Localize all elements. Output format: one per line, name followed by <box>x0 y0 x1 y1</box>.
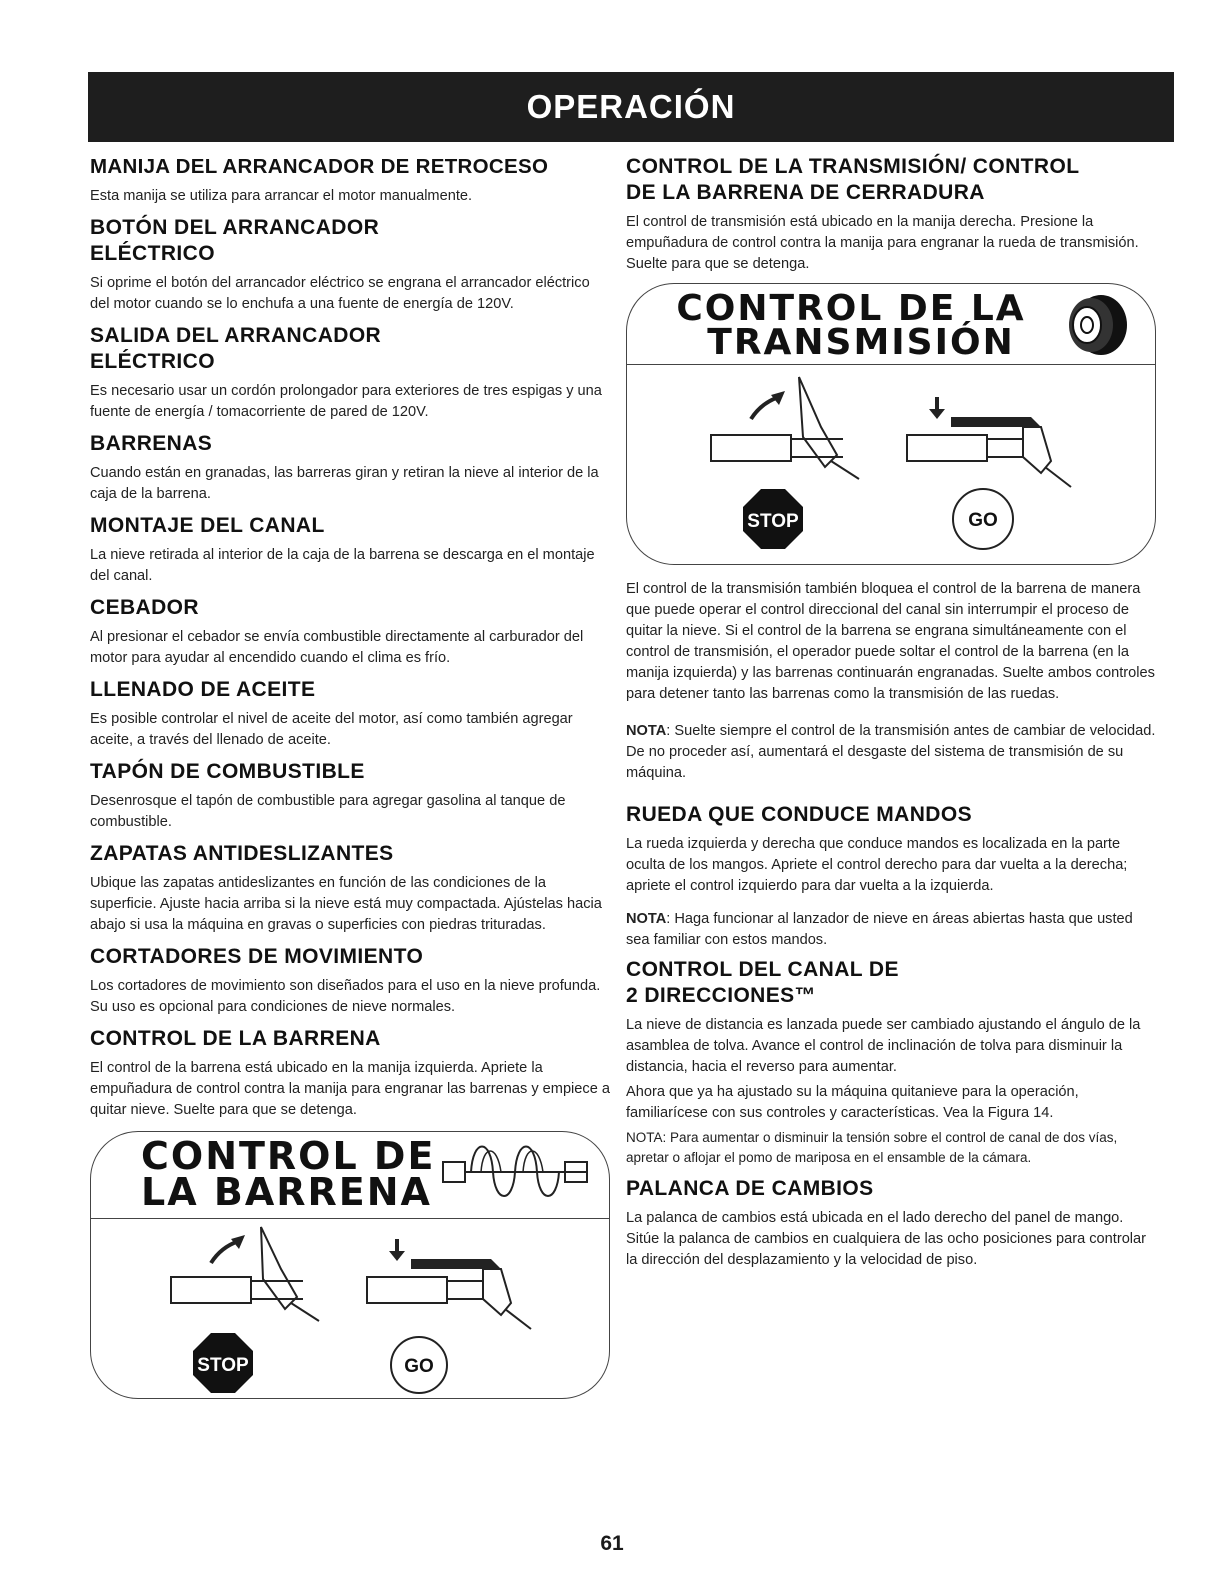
released-handle-diagram <box>907 397 1071 487</box>
transmission-control-panel <box>626 283 1156 565</box>
section-text-chute-control: La nieve de distancia es lanzada puede ser cambiado ajustando el ángulo de la asamblea de tolva. Avance el control de inclinación de tolva para disminuir la distancia, hacia el reverso para aumentar. <box>626 1017 1141 1075</box>
go-circle-icon <box>953 489 1013 549</box>
section-title-recoil-starter: MANIJA DEL ARRANCADOR DE RETROCESO <box>90 155 549 178</box>
title-line-2: ELÉCTRICO <box>90 350 215 373</box>
go-label: GO <box>404 1356 434 1377</box>
section-title-transmission-control <box>626 154 1156 206</box>
section-title-chute-control <box>626 957 1156 1009</box>
note-text: : Haga funcionar al lanzador de nieve en áreas abiertas hasta que usted sea familiar con estos mandos. <box>626 911 1133 948</box>
page-number: 61 <box>600 1532 624 1555</box>
transmission-control-illustration <box>627 365 1156 565</box>
section-title-drift-cutters: CORTADORES DE MOVIMIENTO <box>90 945 424 968</box>
engaged-handle-diagram <box>711 377 859 479</box>
section-text-electric-starter-button: Si oprime el botón del arrancador eléctrico se engrana el arrancador eléctrico del motor cuando se lo enchufa a una fuente de energía de 120V. <box>90 275 590 312</box>
title-line-1: CONTROL DEL CANAL DE <box>626 958 899 981</box>
auger-icon <box>441 1134 591 1208</box>
section-text-primer: Al presionar el cebador se envía combustible directamente al carburador del motor para ayudar al encendido cuando el clima es frío. <box>90 629 584 666</box>
section-title-oil-fill: LLENADO DE ACEITE <box>90 678 316 701</box>
section-title-primer: CEBADOR <box>90 596 199 619</box>
section-text-transmission-control: El control de transmisión está ubicado en la manija derecha. Presione la empuñadura de control contra la manija para engranar la rueda de transmisión. Suelte para que se detenga. <box>626 214 1139 272</box>
released-handle-diagram <box>367 1239 531 1329</box>
panel-title-line-1: CONTROL DE LA <box>676 288 1026 329</box>
section-text-fuel-cap: Desenrosque el tapón de combustible para agregar gasolina al tanque de combustible. <box>90 793 566 830</box>
transmission-control-panel-title <box>627 284 1155 365</box>
stop-label: STOP <box>197 1355 249 1376</box>
title-line-1: BOTÓN DEL ARRANCADOR <box>90 216 380 239</box>
section-text-familiarize: Ahora que ya ha ajustado su la máquina quitanieve para la operación, familiarícese con sus controles y características. Vea la Figura 14. <box>626 1084 1079 1121</box>
section-text-shift-lever: La palanca de cambios está ubicada en el lado derecho del panel de mango. Sitúe la palanca de cambios en cualquiera de las ocho posiciones para controlar la dirección del desplazamiento y la velocidad de piso. <box>626 1210 1147 1268</box>
panel-title-line-2: TRANSMISIÓN <box>707 322 1015 363</box>
section-title-augers: BARRENAS <box>90 432 213 455</box>
title-line-2: 2 DIRECCIONES™ <box>626 984 816 1007</box>
go-circle-icon <box>391 1337 447 1393</box>
auger-control-panel <box>90 1131 610 1399</box>
section-text-steering-controls: La rueda izquierda y derecha que conduce mandos es localizada en la parte oculta de los mangos. Apriete el control derecho para dar vuelta a la derecha; apriete el control izquierdo para dar vuelta a la izquierda. <box>626 836 1128 894</box>
stop-sign-icon <box>743 489 803 549</box>
section-title-shift-lever: PALANCA DE CAMBIOS <box>626 1177 874 1200</box>
title-line-1: CONTROL DE LA TRANSMISIÓN/ CONTROL <box>626 155 1080 178</box>
section-text-transmission-lock: El control de la transmisión también bloquea el control de la barrena de manera que puede operar el control direccional del canal sin interrumpir el proceso de quitar la nieve. Si el control de la barrena se engrana simultáneamente con el control de transmisión, el operador puede soltar el control de la barrena (en la manija izquierda) y las barrenas continuarán engranadas. Suelte ambos controles para detener tanto las barrenas como la transmisión de las ruedas. <box>626 581 1155 702</box>
section-text-chute-assembly: La nieve retirada al interior de la caja de la barrena se descarga en el montaje del canal. <box>90 547 595 584</box>
section-text-drift-cutters: Los cortadores de movimiento son diseñados para el uso en la nieve profunda. Su uso es opcional para condiciones de nieve normales. <box>90 978 601 1015</box>
note-label: NOTA <box>626 723 667 739</box>
title-line-2: DE LA BARRENA DE CERRADURA <box>626 181 985 204</box>
note-label: NOTA <box>626 911 667 927</box>
section-text-augers: Cuando están en granadas, las barreras giran y retiran la nieve al interior de la caja de la barrena. <box>90 465 599 502</box>
stop-label: STOP <box>747 511 799 532</box>
title-line-2: ELÉCTRICO <box>90 242 215 265</box>
section-title-skid-shoes: ZAPATAS ANTIDESLIZANTES <box>90 842 394 865</box>
section-title-auger-control: CONTROL DE LA BARRENA <box>90 1027 381 1050</box>
note-text: : Suelte siempre el control de la transmisión antes de cambiar de velocidad. De no proceder así, aumentará el desgaste del sistema de transmisión de su máquina. <box>626 723 1156 781</box>
banner-title: OPERACIÓN <box>526 88 736 125</box>
note-open-areas <box>626 909 1156 951</box>
section-text-skid-shoes: Ubique las zapatas antideslizantes en función de las condiciones de la superficie. Ajuste hacia arriba si la nieve está muy compactada. Ajústelas hacia abajo si usa la máquina en gravas o superficies con piedras trituradas. <box>90 875 602 933</box>
section-text-oil-fill: Es posible controlar el nivel de aceite del motor, así como también agregar aceite, a través del llenado de aceite. <box>90 711 573 748</box>
section-text-recoil-starter: Esta manija se utiliza para arrancar el motor manualmente. <box>90 188 473 204</box>
right-column <box>626 154 1156 1279</box>
section-title-fuel-cap: TAPÓN DE COMBUSTIBLE <box>90 760 365 783</box>
title-line-1: SALIDA DEL ARRANCADOR <box>90 324 382 347</box>
section-title-electric-starter-outlet <box>90 323 610 375</box>
left-column <box>90 154 610 1413</box>
section-text-auger-control: El control de la barrena está ubicado en la manija izquierda. Apriete la empuñadura de control contra la manija para engranar las barrenas y empiece a quitar nieve. Suelte para que se detenga. <box>90 1060 611 1118</box>
section-title-steering-controls: RUEDA QUE CONDUCE MANDOS <box>626 803 972 826</box>
section-title-electric-starter-button <box>90 215 610 267</box>
panel-title-line-1: CONTROL DE <box>141 1134 436 1178</box>
drive-wheel-icon <box>1061 290 1131 360</box>
section-text-electric-starter-outlet: Es necesario usar un cordón prolongador para exteriores de tres espigas y una fuente de energía / tomacorriente de pared de 120V. <box>90 383 602 420</box>
note-shift-speed <box>626 721 1156 784</box>
auger-control-panel-title <box>91 1132 609 1219</box>
go-label: GO <box>968 510 998 531</box>
section-banner <box>88 72 1174 142</box>
auger-control-illustration <box>91 1219 610 1399</box>
engaged-handle-diagram <box>171 1227 319 1321</box>
stop-sign-icon <box>193 1333 253 1393</box>
section-title-chute-assembly: MONTAJE DEL CANAL <box>90 514 325 537</box>
panel-title-line-2: LA BARRENA <box>141 1170 432 1214</box>
note-chute-tension: NOTA: Para aumentar o disminuir la tensión sobre el control de canal de dos vías, apretar o aflojar el pomo de mariposa en el ensamble de la cámara. <box>626 1130 1118 1165</box>
